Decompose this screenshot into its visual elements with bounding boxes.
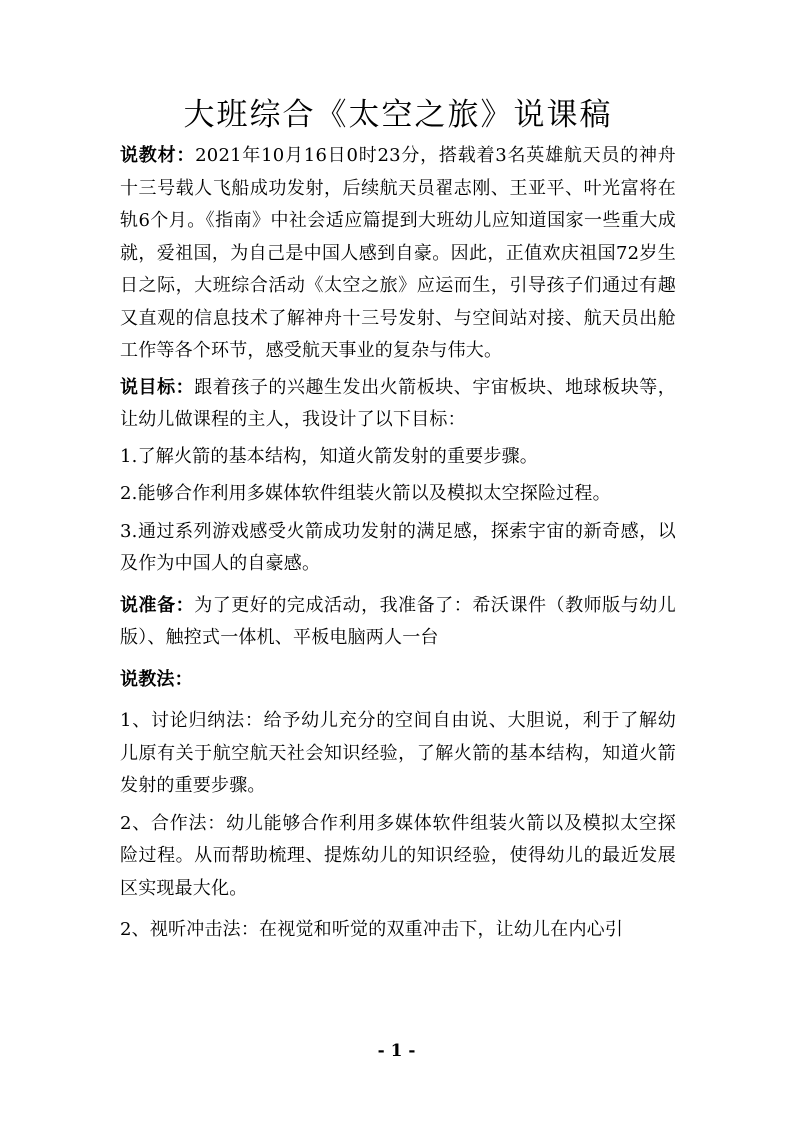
section-label: 说教法： xyxy=(120,668,193,690)
section-label: 说目标： xyxy=(120,376,195,398)
section-text: 跟着孩子的兴趣生发出火箭板块、宇宙板块、地球板块等，让幼儿做课程的主人，我设计了以下目标： xyxy=(120,376,676,430)
section-label: 说准备： xyxy=(120,594,195,616)
method-item: 2、合作法：幼儿能够合作利用多媒体软件组装火箭以及模拟太空探险过程。从而帮助梳理、提炼幼儿的知识经验，使得幼儿的最近发展区实现最大化。 xyxy=(120,812,676,899)
section-preparation xyxy=(120,590,676,655)
goal-item: 3.通过系列游戏感受火箭成功发射的满足感，探索宇宙的新奇感，以及作为中国人的自豪感。 xyxy=(120,520,676,574)
goal-item: 1.了解火箭的基本结构，知道火箭发射的重要步骤。 xyxy=(120,445,538,467)
section-text: 2021年10月16日0时23分，搭载着3名英雄航天员的神舟十三号载人飞船成功发射，后续航天员翟志刚、王亚平、叶光富将在轨6个月。《指南》中社会适应篇提到大班幼儿应知道国家一些重大成就，爱祖国，为自己是中国人感到自豪。因此，正值欢庆祖国72岁生日之际，大班综合活动《太空之旅》应运而生，引导孩子们通过有趣又直观的信息技术了解神舟十三号发射、与空间站对接、航天员出舱工作等各个环节，感受航天事业的复杂与伟大。 xyxy=(120,145,676,361)
section-teaching-material xyxy=(120,140,676,368)
section-label: 说教材： xyxy=(120,145,196,166)
page-number: - 1 - xyxy=(377,1041,416,1061)
method-item: 2、视听冲击法：在视觉和听觉的双重冲击下，让幼儿在内心引 xyxy=(120,919,624,940)
section-methods xyxy=(120,664,676,697)
section-text: 为了更好的完成活动，我准备了：希沃课件（教师版与幼儿版）、触控式一体机、平板电脑两人一台 xyxy=(120,594,676,648)
goal-item: 2.能够合作利用多媒体软件组装火箭以及模拟太空探险过程。 xyxy=(120,483,611,504)
section-goals xyxy=(120,372,676,437)
method-item: 1、讨论归纳法：给予幼儿充分的空间自由说、大胆说，利于了解幼儿原有关于航空航天社会知识经验，了解火箭的基本结构，知道火箭发射的重要步骤。 xyxy=(120,710,676,796)
document-body xyxy=(120,140,676,951)
page-title: 大班综合《太空之旅》说课稿 xyxy=(183,97,613,133)
